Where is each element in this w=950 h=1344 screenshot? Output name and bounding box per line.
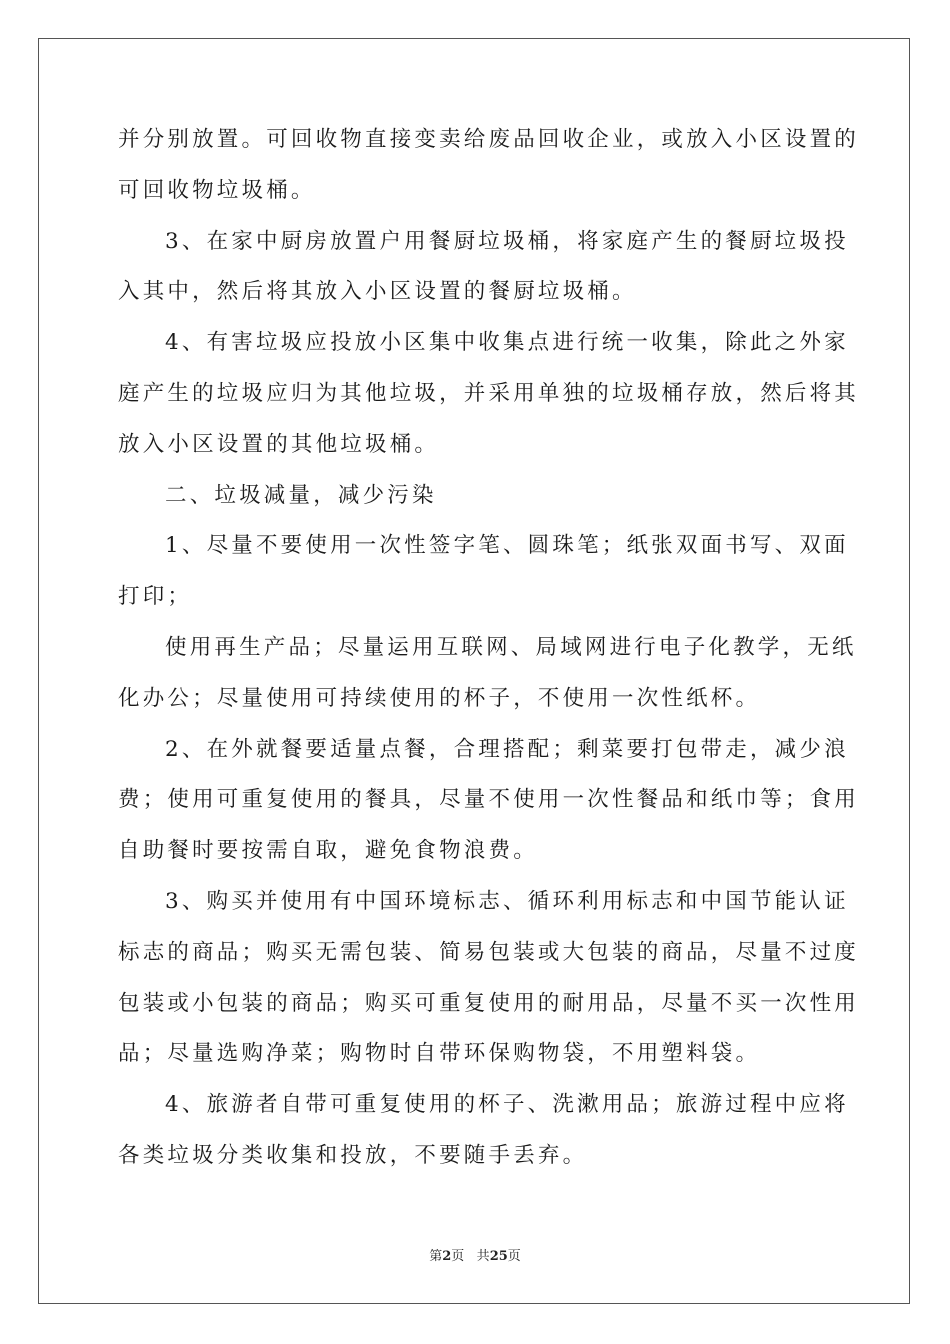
text-line: 包装或小包装的商品；购买可重复使用的耐用品，尽量不买一次性用 bbox=[118, 990, 860, 1016]
text-line: 可回收物垃圾桶。 bbox=[118, 177, 316, 203]
text-line: 费；使用可重复使用的餐具，尽量不使用一次性餐品和纸巾等；食用 bbox=[118, 787, 860, 813]
text-line: 3、在家中厨房放置户用餐厨垃圾桶，将家庭产生的餐厨垃圾投 bbox=[165, 228, 849, 254]
text-line: 各类垃圾分类收集和投放，不要随手丢弃。 bbox=[118, 1142, 588, 1168]
text-line: 庭产生的垃圾应归为其他垃圾，并采用单独的垃圾桶存放，然后将其 bbox=[118, 380, 860, 406]
document-body bbox=[118, 126, 860, 1193]
text-line: 自助餐时要按需自取，避免食物浪费。 bbox=[118, 838, 538, 864]
text-line: 化办公；尽量使用可持续使用的杯子，不使用一次性纸杯。 bbox=[118, 685, 761, 711]
page-suffix: 页 bbox=[451, 1249, 465, 1264]
text-line: 使用再生产品；尽量运用互联网、局域网进行电子化教学，无纸 bbox=[165, 634, 857, 660]
section-heading: 二、垃圾减量，减少污染 bbox=[165, 482, 437, 508]
text-line: 3、购买并使用有中国环境标志、循环利用标志和中国节能认证 bbox=[165, 888, 849, 914]
text-line: 4、有害垃圾应投放小区集中收集点进行统一收集，除此之外家 bbox=[165, 330, 849, 356]
text-line: 2、在外就餐要适量点餐，合理搭配；剩菜要打包带走，减少浪 bbox=[165, 736, 849, 762]
text-line: 1、尽量不要使用一次性签字笔、圆珠笔；纸张双面书写、双面 bbox=[165, 533, 849, 559]
page-number: 2 bbox=[442, 1249, 452, 1264]
text-line: 品；尽量选购净菜；购物时自带环保购物袋，不用塑料袋。 bbox=[118, 1041, 761, 1067]
text-line: 4、旅游者自带可重复使用的杯子、洗漱用品；旅游过程中应将 bbox=[165, 1092, 849, 1118]
text-line: 入其中，然后将其放入小区设置的餐厨垃圾桶。 bbox=[118, 279, 637, 305]
page-footer bbox=[0, 1249, 950, 1265]
total-suffix: 页 bbox=[507, 1249, 521, 1264]
text-line: 标志的商品；购买无需包装、简易包装或大包装的商品，尽量不过度 bbox=[118, 939, 860, 965]
total-pages: 25 bbox=[489, 1249, 508, 1264]
text-line: 打印； bbox=[118, 584, 193, 610]
text-line: 放入小区设置的其他垃圾桶。 bbox=[118, 431, 440, 457]
text-line: 并分别放置。可回收物直接变卖给废品回收企业，或放入小区设置的 bbox=[118, 127, 860, 152]
page-prefix: 第 bbox=[429, 1249, 443, 1264]
total-prefix: 共 bbox=[476, 1249, 490, 1264]
